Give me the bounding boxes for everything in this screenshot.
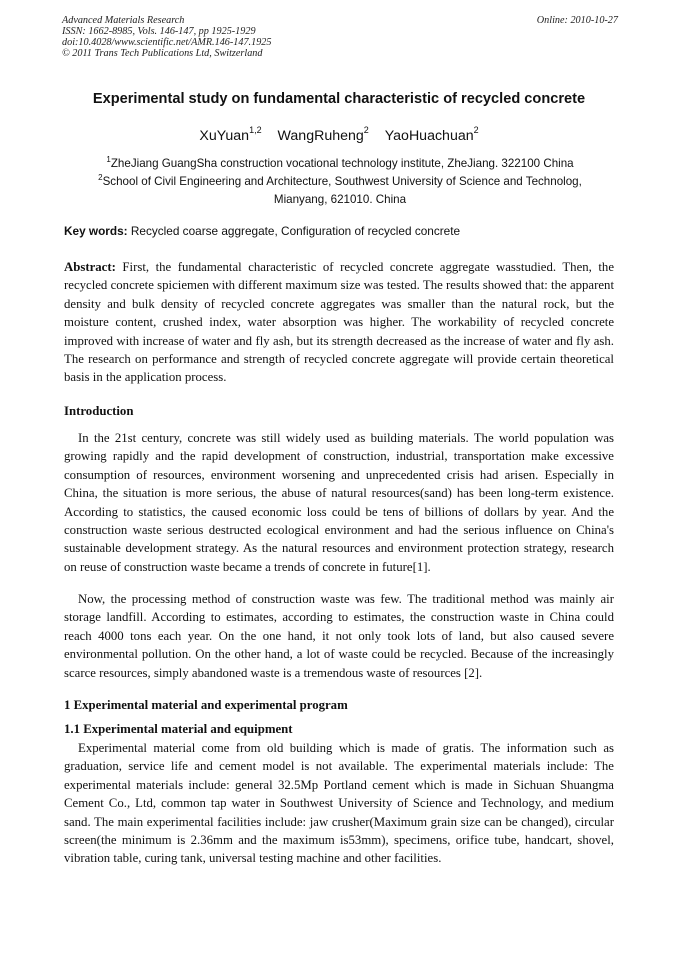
journal-name: Advanced Materials Research (62, 15, 185, 26)
abstract-text: First, the fundamental characteristic of recycled concrete aggregate wasstudied. Then, the recycled concrete spiciemen with different maximum size was tested. The results showed that: the apparent density and bulk density of recycled concrete aggregates was smaller than the natural rock, but the moisture content, crushed index, water absorption was higher. The workability of recycled concrete improved with increase of water and fly ash, but its strength decreased as the increase of water and fly ash. The research on performance and strength of recycled concrete aggregate will provide certain theoretical basis in the application process. (64, 260, 614, 385)
abstract-label: Abstract: (64, 260, 116, 274)
keywords-label: Key words: (64, 224, 128, 238)
abstract (64, 258, 614, 387)
introduction-paragraph-2: Now, the processing method of construction waste was few. The traditional method was mainly air storage landfill. According to estimates, according to estimates, the construction waste in China could reach 4000 tons each year. On the one hand, it not only took lots of land, but also caused severe environmental pollution. On the other hand, a lot of waste could be recycled. Because of the increasingly scarce resources, simply abandoned waste is a tremendous waste of resources [2]. (64, 592, 614, 680)
author: WangRuheng$^2$ (277, 125, 369, 144)
online-date: Online: 2010-10-27 (536, 15, 618, 26)
section-1-1-paragraph: Experimental material come from old building which is made of gratis. The information such as graduation, service life and cement model is not available. The experimental materials include: The experimental materials include: general 32.5Mp Portland cement which is made in Sichuan Shuangma Cement Co., Ltd, common tap water in Southwest University of Science and Technology, and medium sand. The main experimental facilities include: jaw crusher(Maximum grain size can be changed), circular screen(the minimum is 2.36mm and the maximum is53mm), specimens, orifice tube, handcart, shovel, vibration table, curing tank, universal testing machine and other facilities. (64, 741, 614, 866)
copyright-line: © 2011 Trans Tech Publications Ltd, Switzerland (62, 48, 263, 59)
introduction-heading: Introduction (64, 404, 134, 418)
section-1-heading: 1 Experimental material and experimental program (64, 698, 348, 712)
paper-title: Experimental study on fundamental characteristic of recycled concrete (92, 91, 586, 107)
author: XuYuan$^{1,2}$ (199, 125, 262, 144)
affiliation-2: $^2$School of Civil Engineering and Architecture, Southwest University of Science and Technolog, Mianyang, 621010. China (98, 173, 582, 206)
section-1-1-heading: 1.1 Experimental material and equipment (64, 722, 293, 736)
author-list (0, 126, 678, 144)
doi-line: doi:10.4028/www.scientific.net/AMR.146-147.1925 (62, 37, 272, 48)
keywords (64, 224, 618, 238)
issn-line: ISSN: 1662-8985, Vols. 146-147, pp 1925-1929 (62, 26, 256, 37)
author: YaoHuachuan$^2$ (384, 125, 479, 144)
journal-header (62, 15, 618, 59)
keywords-text: Recycled coarse aggregate, Configuration of recycled concrete (130, 224, 461, 238)
introduction-paragraph-1: In the 21st century, concrete was still widely used as building materials. The world population was growing rapidly and the rapid development of construction, industrial, transportation make excessive consumption of resources, environment worsening and unprecedented crisis had arisen. Especially in China, the situation is more serious, the abuse of natural resources(sand) has been long-term existence. According to statistics, the caused economic loss could be tens of billions of dollars by year. And the construction waste serious destructed ecological environment and had the serious influence on China's sustainable development strategy. As the natural resources and environment protection strategy, research on reuse of construction waste became a trends of concrete in future[1]. (64, 431, 614, 574)
affiliation-1: $^1$ZheJiang GuangSha construction vocational technology institute, ZheJiang. 322100 China (106, 155, 574, 170)
